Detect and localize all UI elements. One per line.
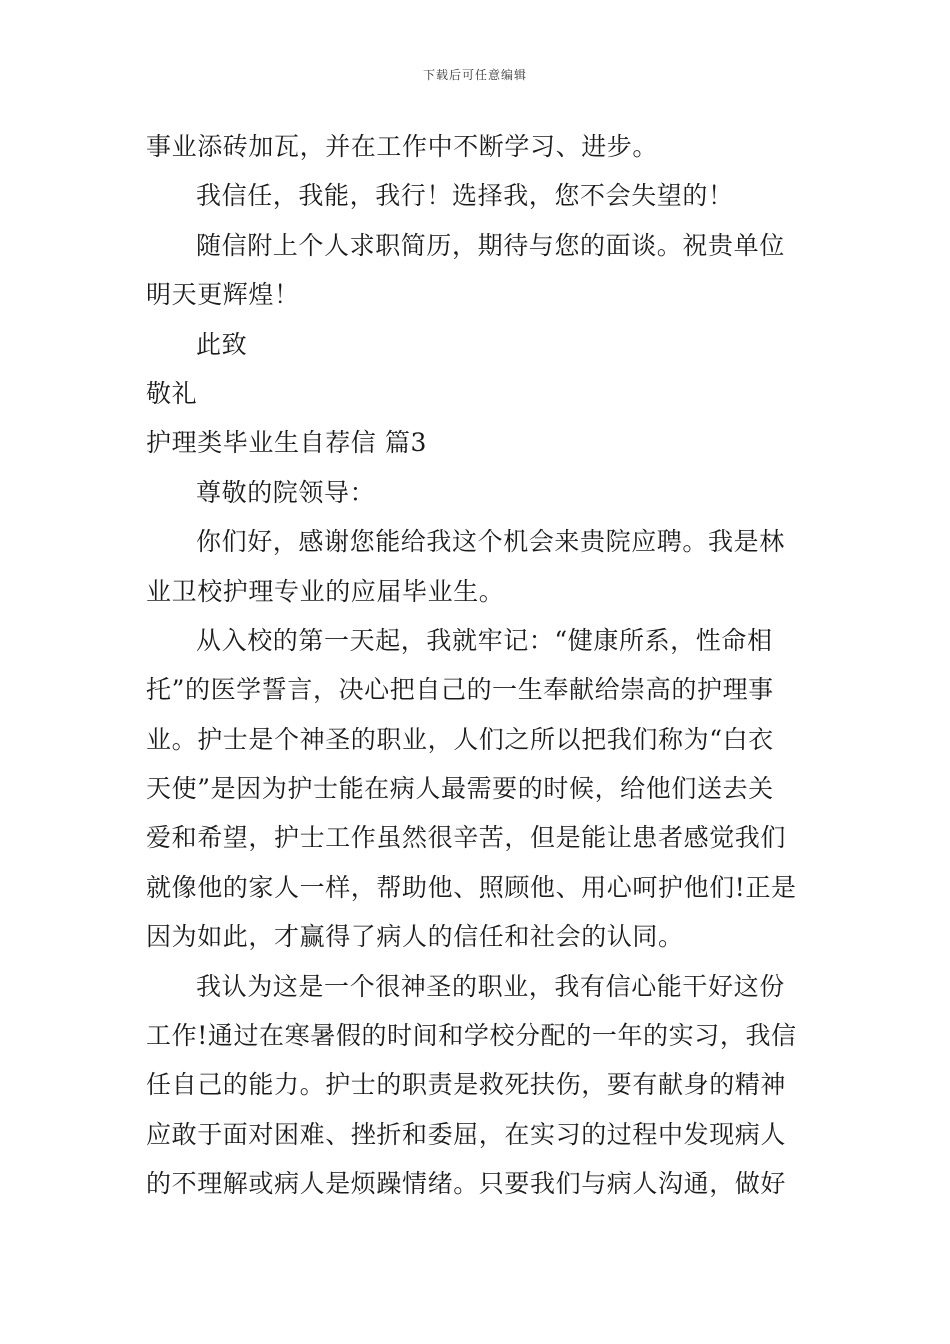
text-line: 从入校的第一天起，我就牢记：“健康所系，性命相 bbox=[196, 625, 773, 655]
text-line: 随信附上个人求职简历，期待与您的面谈。祝贵单位 bbox=[196, 230, 785, 260]
text-line: 业卫校护理专业的应届毕业生。 bbox=[146, 576, 505, 606]
text-line: 业。护士是个神圣的职业，人们之所以把我们称为“白衣 bbox=[146, 724, 774, 754]
closing-salutation: 此致 bbox=[196, 329, 248, 359]
page-header: 下载后可任意编辑 bbox=[422, 68, 527, 82]
text-line: 的不理解或病人是烦躁情绪。只要我们与病人沟通，做好 bbox=[146, 1169, 787, 1199]
text-line: 爱和希望，护士工作虽然很辛苦，但是能让患者感觉我们 bbox=[146, 823, 787, 853]
text-line: 工作!通过在寒暑假的时间和学校分配的一年的实习，我信 bbox=[146, 1021, 797, 1051]
text-line: 明天更辉煌！ bbox=[146, 280, 300, 310]
text-line: 天使”是因为护士能在病人最需要的时候，给他们送去关 bbox=[146, 774, 774, 804]
text-line: 事业添砖加瓦，并在工作中不断学习、进步。 bbox=[146, 132, 659, 161]
text-line: 因为如此，才赢得了病人的信任和社会的认同。 bbox=[146, 922, 684, 952]
text-line: 任自己的能力。护士的职责是救死扶伤，要有献身的精神 bbox=[146, 1070, 787, 1100]
text-line: 就像他的家人一样，帮助他、照顾他、用心呵护他们!正是 bbox=[146, 872, 797, 902]
text-line: 我认为这是一个很神圣的职业，我有信心能干好这份 bbox=[196, 971, 785, 1001]
section-title: 护理类毕业生自荐信 篇3 bbox=[146, 428, 428, 458]
document-body bbox=[146, 122, 810, 1209]
closing-regards: 敬礼 bbox=[146, 378, 198, 408]
greeting: 尊敬的院领导： bbox=[196, 477, 376, 507]
text-line: 你们好，感谢您能给我这个机会来贵院应聘。我是林 bbox=[196, 527, 785, 557]
text-line: 托”的医学誓言，决心把自己的一生奉献给崇高的护理事 bbox=[146, 675, 774, 705]
text-line: 应敢于面对困难、挫折和委屈，在实习的过程中发现病人 bbox=[146, 1119, 787, 1149]
text-line: 我信任，我能，我行！选择我，您不会失望的！ bbox=[196, 181, 734, 211]
